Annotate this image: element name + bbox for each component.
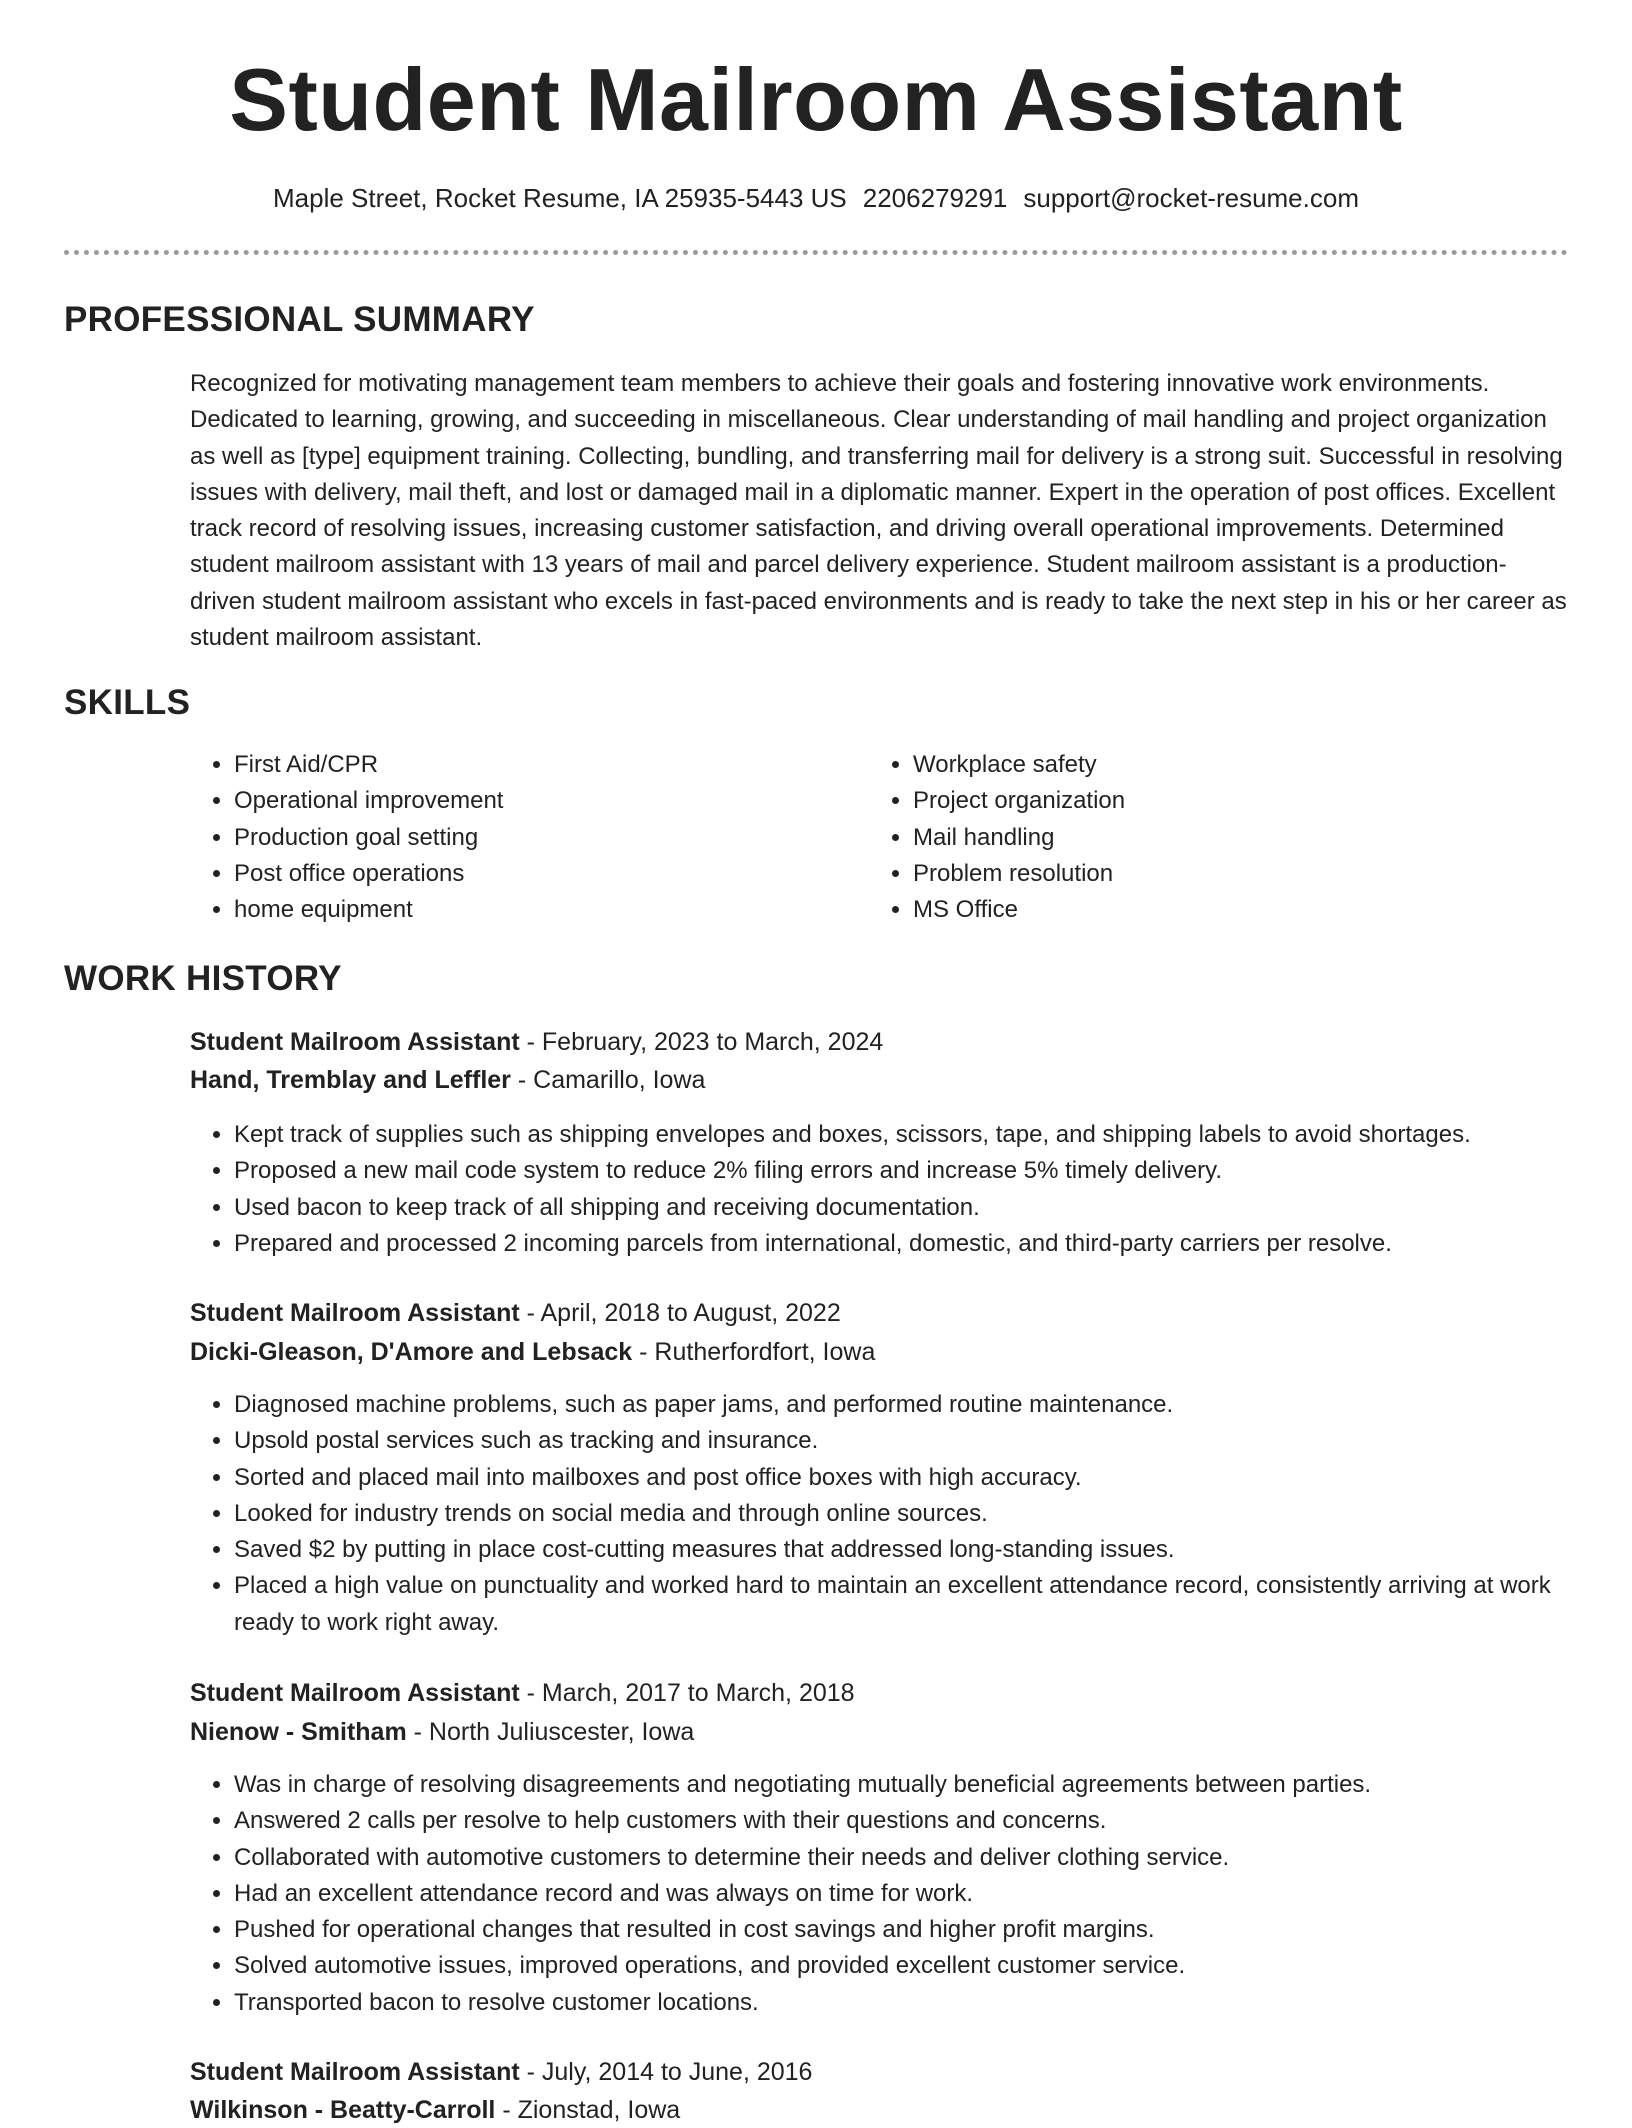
section-title-work: WORK HISTORY [64,959,342,998]
job-dates: - April, 2018 to August, 2022 [519,1299,841,1327]
skill-item: • Post office operations [234,856,884,892]
job-bullet: • Had an excellent attendance record and was always on time for work. [234,1876,1614,1912]
job-bullet: • Answered 2 calls per resolve to help customers with their questions and concerns. [234,1803,1614,1839]
job-bullets [190,1387,1614,1641]
job-bullet: • Prepared and processed 2 incoming parcels from international, domestic, and third-party carriers per resolve. [234,1226,1614,1262]
summary-text: Recognized for motivating management team members to achieve their goals and fostering innovative work environments. Dedicated to learning, growing, and succeeding in miscellaneous. Clear understanding of mail handling and project organization as well as [type] equipment training. Collecting, bundling, and transferring mail for delivery is a strong suit. Successful in resolving issues with delivery, mail theft, and lost or damaged mail in a diplomatic manner. Expert in the operation of post offices. Excellent track record of resolving issues, increasing customer satisfaction, and driving overall operational improvements. Determined student mailroom assistant with 13 years of mail and parcel delivery experience. Student mailroom assistant is a production-driven student mailroom assistant who excels in fast-paced environments and is ready to take the next step in his or her career as student mailroom assistant. [190,370,1567,652]
skill-item: • Mail handling [913,820,1563,856]
skill-item: • home equipment [234,892,884,928]
job-title-line [190,1024,883,1060]
job-location: - North Juliuscester, Iowa [406,1718,695,1746]
job-dates: - February, 2023 to March, 2024 [519,1028,884,1056]
job-bullet: • Was in charge of resolving disagreements and negotiating mutually beneficial agreements between parties. [234,1767,1614,1803]
contact-line [0,180,1632,216]
skill-item: • MS Office [913,892,1563,928]
job-location: - Camarillo, Iowa [510,1066,706,1094]
skill-item: • Problem resolution [913,856,1563,892]
job-location: - Zionstad, Iowa [495,2096,681,2124]
skill-item: • Production goal setting [234,820,884,856]
skill-item: • Operational improvement [234,783,884,819]
job-company-line [190,1062,705,1098]
job-bullets [190,1767,1614,2021]
job-bullet: • Used bacon to keep track of all shipping and receiving documentation. [234,1190,1614,1226]
job-dates: - July, 2014 to June, 2016 [519,2058,813,2086]
skills-list-left [190,747,884,928]
job-title: Student Mailroom Assistant [190,1299,520,1327]
job-location: - Rutherfordfort, Iowa [632,1338,876,1366]
job-company: Nienow - Smitham [190,1718,407,1746]
job-title: Student Mailroom Assistant [190,2058,520,2086]
job-bullet: • Upsold postal services such as tracking and insurance. [234,1423,1614,1459]
job-company-line [190,1714,694,1750]
skill-item: • Project organization [913,783,1563,819]
skill-item: • Workplace safety [913,747,1563,783]
job-title-line [190,1675,855,1711]
job-dates: - March, 2017 to March, 2018 [519,1679,855,1707]
job-title-line [190,2054,812,2090]
job-bullet: • Kept track of supplies such as shipping envelopes and boxes, scissors, tape, and shipping labels to avoid shortages. [234,1117,1614,1153]
section-title-skills: SKILLS [64,683,191,722]
job-title-line [190,1295,841,1331]
job-bullet: • Sorted and placed mail into mailboxes and post office boxes with high accuracy. [234,1460,1614,1496]
job-company: Dicki-Gleason, D'Amore and Lebsack [190,1338,633,1366]
job-bullet: • Collaborated with automotive customers to determine their needs and deliver clothing service. [234,1840,1614,1876]
job-bullet: • Saved $2 by putting in place cost-cutting measures that addressed long-standing issues. [234,1532,1614,1568]
job-company: Hand, Tremblay and Leffler [190,1066,511,1094]
job-bullet: • Diagnosed machine problems, such as paper jams, and performed routine maintenance. [234,1387,1614,1423]
job-bullet: • Proposed a new mail code system to reduce 2% filing errors and increase 5% timely delivery. [234,1153,1614,1189]
job-bullet: • Pushed for operational changes that resulted in cost savings and higher profit margins. [234,1912,1614,1948]
job-bullet: • Solved automotive issues, improved operations, and provided excellent customer service. [234,1948,1614,1984]
job-bullet: • Looked for industry trends on social media and through online sources. [234,1496,1614,1532]
contact-email: support@rocket-resume.com [1023,183,1359,213]
job-title: Student Mailroom Assistant [190,1679,520,1707]
skill-item: • First Aid/CPR [234,747,884,783]
job-company-line [190,2092,680,2128]
header-divider [64,250,1568,255]
job-bullet: • Placed a high value on punctuality and worked hard to maintain an excellent attendance record, consistently arriving at work ready to work right away. [234,1568,1614,1641]
skills-list-right [869,747,1563,928]
contact-address: Maple Street, Rocket Resume, IA 25935-5443 US [273,183,847,213]
job-bullet: • Transported bacon to resolve customer locations. [234,1985,1614,2021]
job-bullets [190,1117,1614,1262]
resume-name: Student Mailroom Assistant [229,50,1403,149]
job-company: Wilkinson - Beatty-Carroll [190,2096,496,2124]
job-company-line [190,1334,875,1370]
contact-phone: 2206279291 [862,183,1008,213]
section-title-summary: PROFESSIONAL SUMMARY [64,300,535,339]
job-title: Student Mailroom Assistant [190,1028,520,1056]
